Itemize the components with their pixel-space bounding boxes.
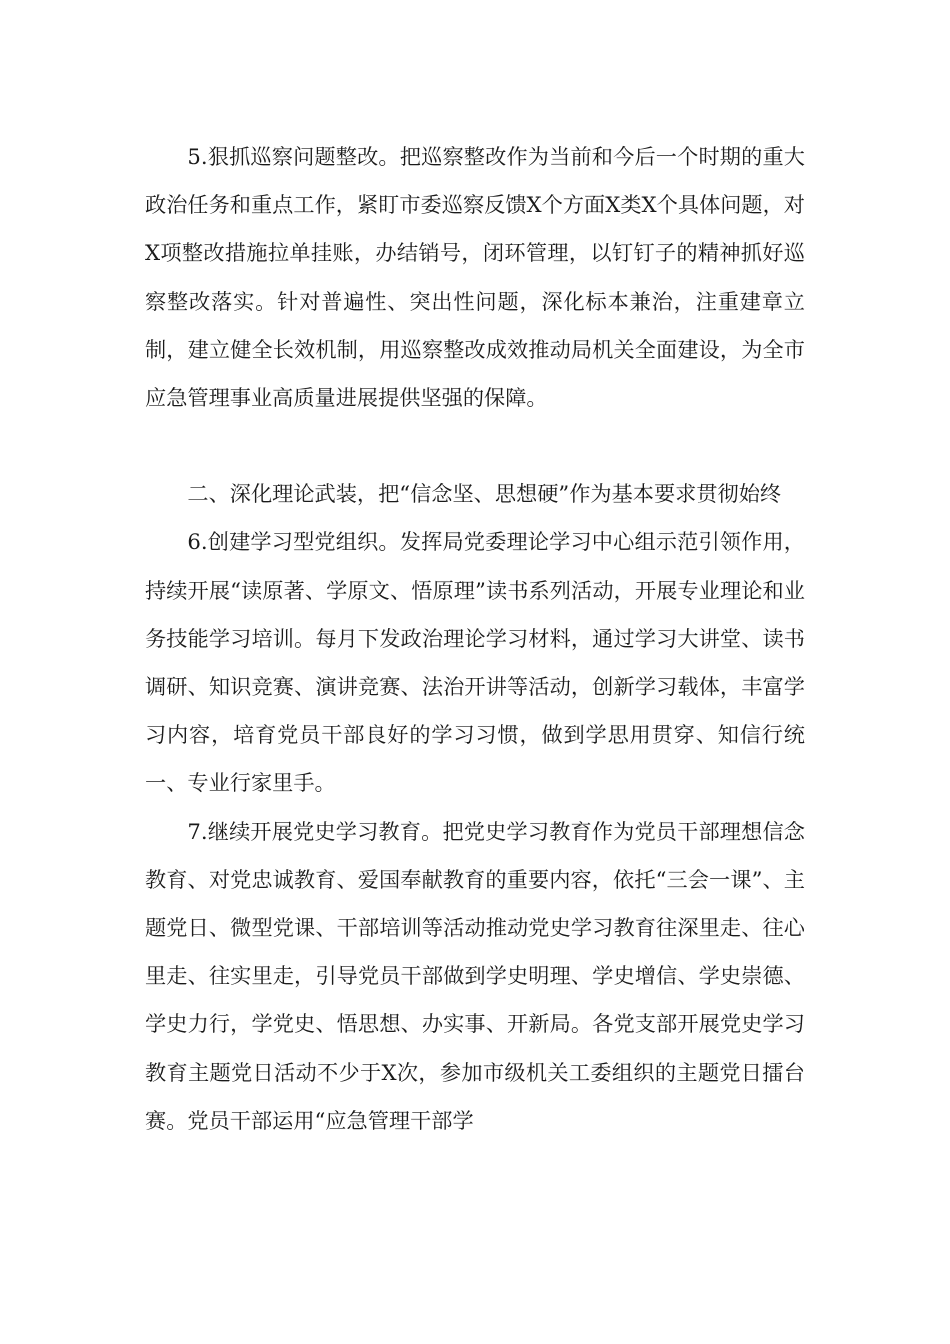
section-heading: 二、深化理论武装，把“信念坚、思想硬”作为基本要求贯彻始终 xyxy=(187,481,782,507)
section-gap xyxy=(145,422,805,470)
paragraph-party-history: 7.继续开展党史学习教育。把党史学习教育作为党员干部理想信念教育、对党忠诚教育、爱国奉献教育的重要内容，依托“三会一课”、主题党日、微型党课、干部培训等活动推动党史学习教育往深里走、往心里走、往实里走，引导党员干部做到学史明理、学史增信、学史崇德、学史力行，学党史、悟思想、办实事、开新局。各党支部开展党史学习教育主题党日活动不少于X次，参加市级机关工委组织的主题党日擂台赛。党员干部运用“应急管理干部学 xyxy=(145,818,805,1133)
document-page xyxy=(145,133,805,1145)
paragraph-learning-organization: 6.创建学习型党组织。发挥局党委理论学习中心组示范引领作用，持续开展“读原著、学原文、悟原理”读书系列活动，开展专业理论和业务技能学习培训。每月下发政治理论学习材料，通过学习大讲堂、读书调研、知识竞赛、演讲竞赛、法治开讲等活动，创新学习载体，丰富学习内容，培育党员干部良好的学习习惯，做到学思用贯穿、知信行统一、专业行家里手。 xyxy=(145,529,805,796)
paragraph-rectification: 5.狠抓巡察问题整改。把巡察整改作为当前和今后一个时期的重大政治任务和重点工作，紧盯市委巡察反馈X个方面X类X个具体问题，对X项整改措施拉单挂账，办结销号，闭环管理，以钉钉子的精神抓好巡察整改落实。针对普遍性、突出性问题，深化标本兼治，注重建章立制，建立健全长效机制，用巡察整改成效推动局机关全面建设，为全市应急管理事业高质量进展提供坚强的保障。 xyxy=(145,144,805,411)
